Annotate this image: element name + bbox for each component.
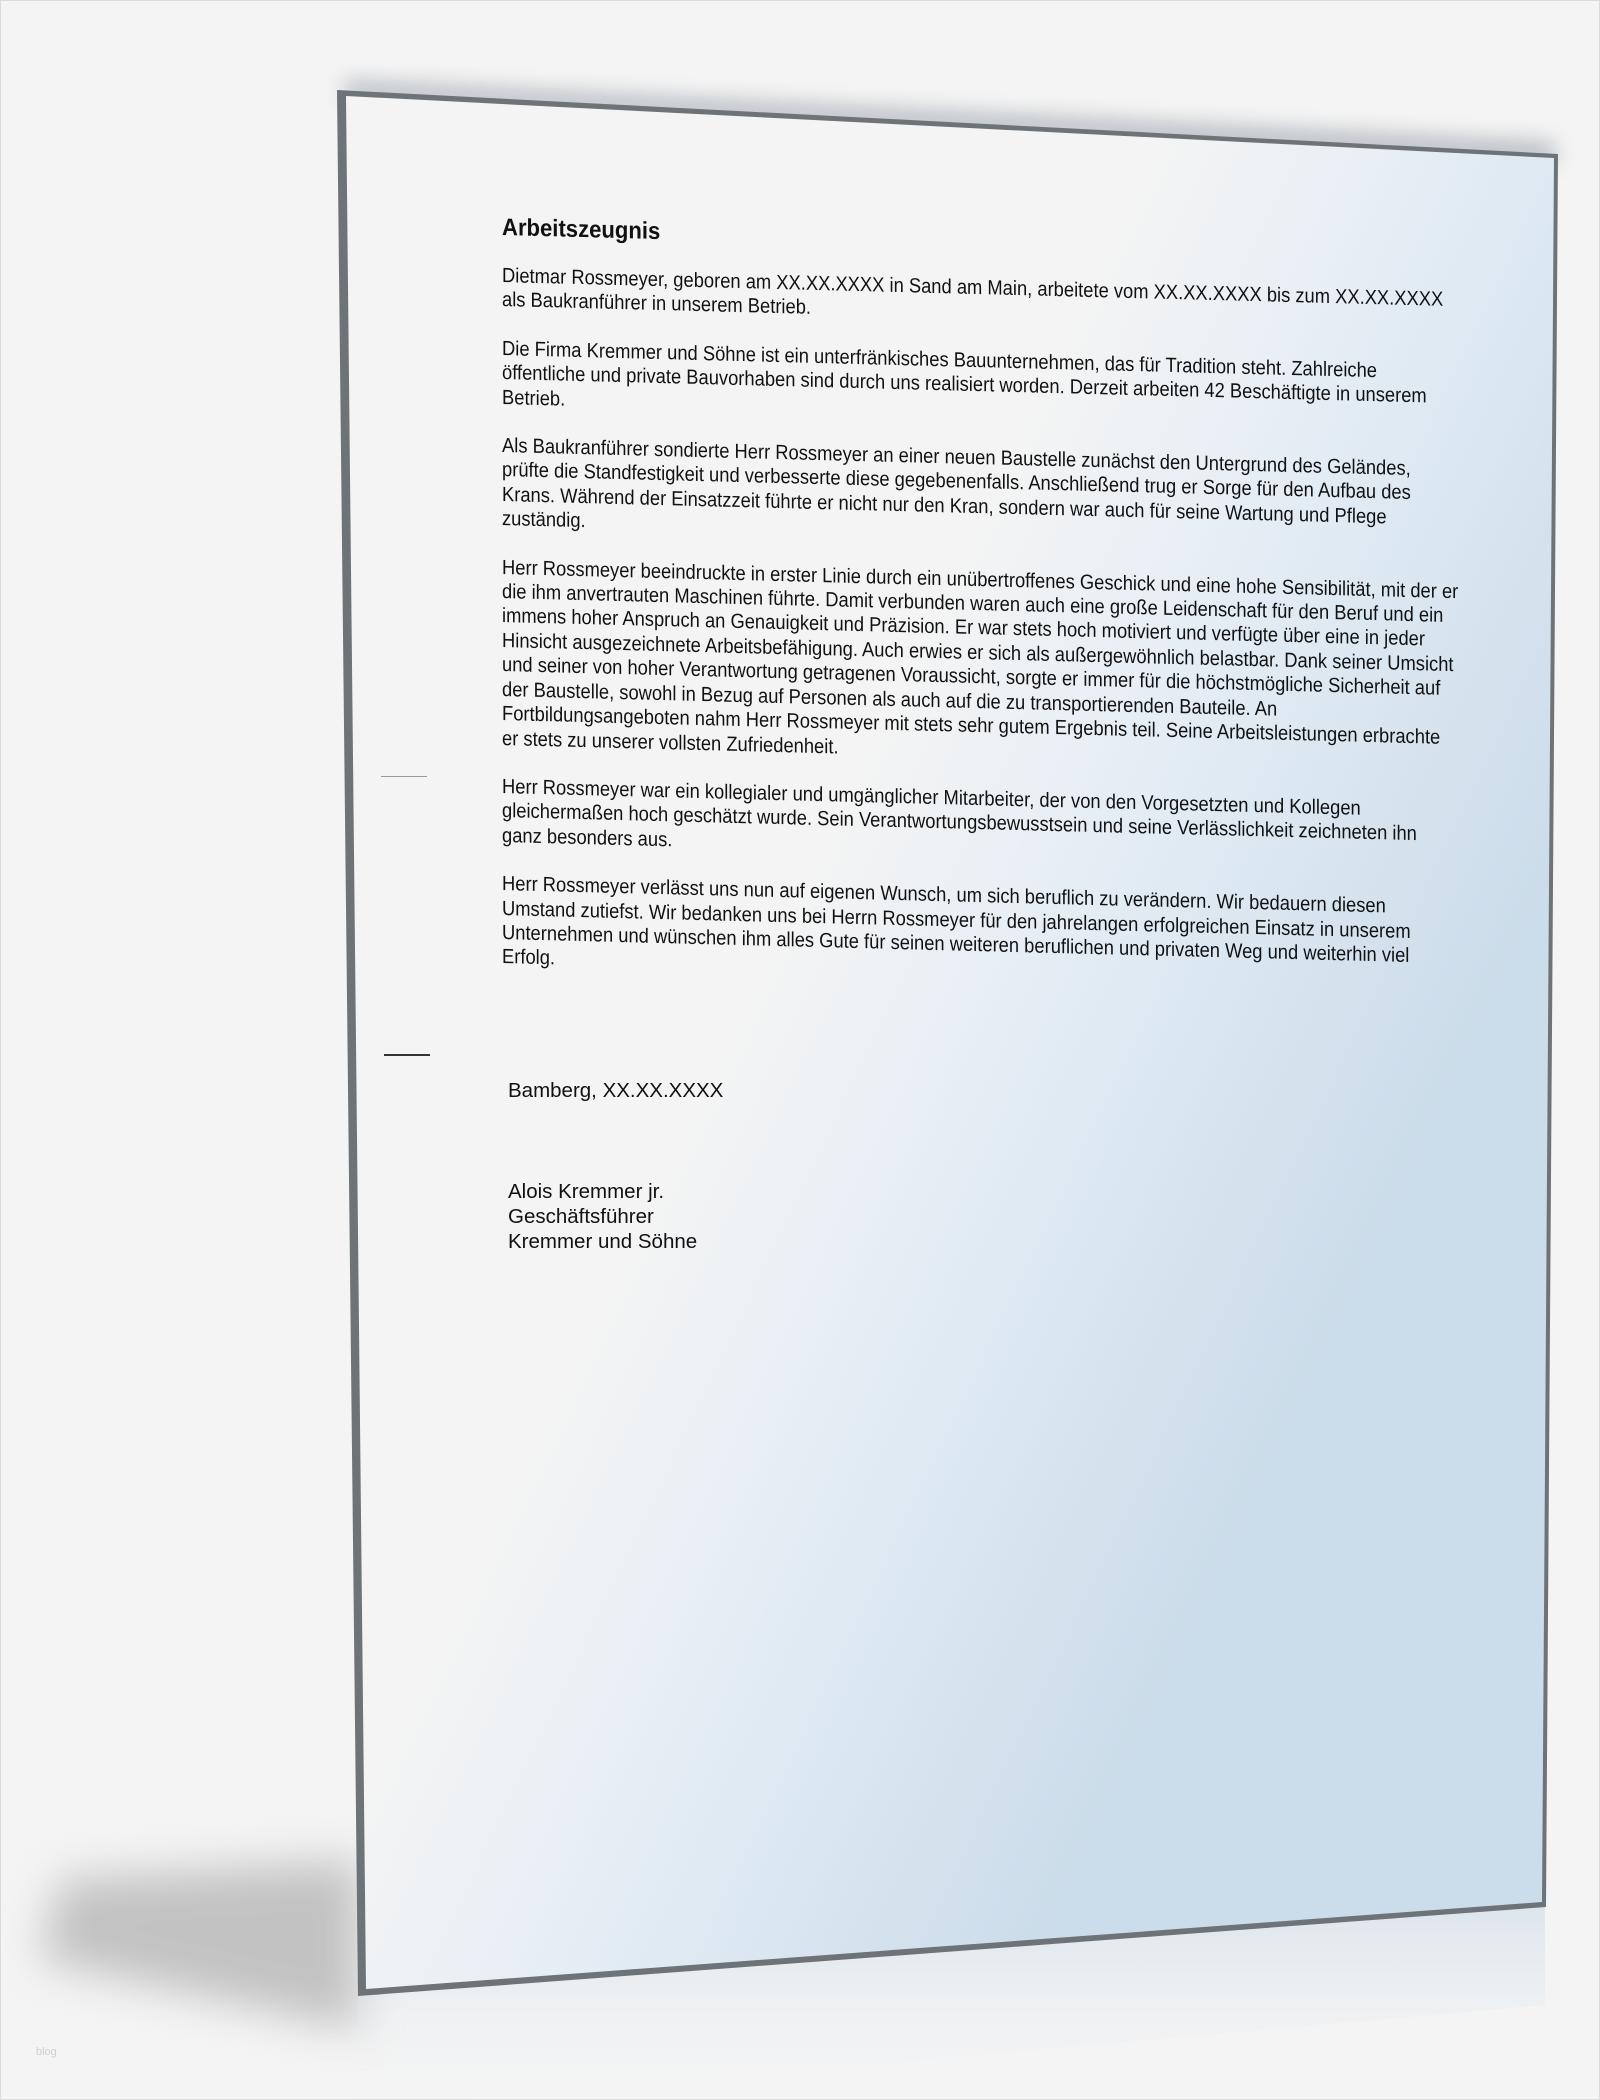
- paragraph-employment: Dietmar Rossmeyer, geboren am XX.XX.XXXX in Sand am Main, arbeitete vom XX.XX.XXXX bis zum XX.XX.XXXX als Baukranführer in unserem Betrieb.: [502, 264, 1444, 320]
- signatory-name: Alois Kremmer jr.: [508, 1180, 665, 1203]
- paragraph-closing: Herr Rossmeyer verlässt uns nun auf eigenen Wunsch, um sich beruflich zu verändern. Wir bedauern diesen Umstand zutiefst. Wir bedanken uns bei Herrn Rossmeyer für den jahrelangen erfolgreichen Einsatz in unserem Unternehmen und wünschen ihm alles Gute für seinen weiteren beruflichen und privaten Weg und weiterhin viel Erfolg.: [502, 872, 1411, 970]
- paragraph-conduct: Herr Rossmeyer war ein kollegialer und umgänglicher Mitarbeiter, der von den Vorgesetzten und Kollegen gleichermaßen hoch geschätzt wurde. Sein Verantwortungsbewusstsein und seine Verlässlichkeit zeichneten ihn ganz besonders aus.: [502, 774, 1417, 852]
- document-body: [502, 214, 1462, 1018]
- paragraph-duties: Als Baukranführer sondierte Herr Rossmeyer an einer neuen Baustelle zunächst den Untergrund des Geländes, prüfte die Standfestigkeit und verbesserte diese gegebenenfalls. Anschließend trug er Sorge für den Aufbau des Krans. Während der Einsatzzeit führte er nicht nur den Kran, sondern war auch für seine Wartung und Pflege zuständig.: [502, 434, 1411, 533]
- fold-mark-lower: [384, 1054, 430, 1056]
- signatory-company: Kremmer und Söhne: [508, 1230, 698, 1253]
- fold-mark-upper: [381, 776, 427, 777]
- signature-block: [508, 1078, 723, 1254]
- signatory-role: Geschäftsführer: [508, 1205, 654, 1228]
- place-date: Bamberg, XX.XX.XXXX: [508, 1079, 724, 1102]
- watermark: blog: [36, 2046, 57, 2058]
- paragraph-company: Die Firma Kremmer und Söhne ist ein unterfränkisches Bauunternehmen, das für Tradition steht. Zahlreiche öffentliche und private Bauvorhaben sind durch uns realisiert worden. Derzeit arbeiten 42 Beschäftigte in unserem Betrieb.: [502, 336, 1427, 411]
- paragraph-performance: Herr Rossmeyer beeindruckte in erster Linie durch ein unübertroffenes Geschick und eine hohe Sensibilität, mit der er die ihm anvertrauten Maschinen führte. Damit verbunden waren auch eine große Leidenschaft für den Beruf und ein immens hoher Anspruch an Genauigkeit und Präzision. Er war stets hoch motiviert und verfügte über eine in jeder Hinsicht ausgezeichnete Arbeitsbefähigung. Auch erwies er sich als außergewöhnlich belastbar. Dank seiner Umsicht und seiner von hoher Verantwortung getragenen Voraussicht, sorgte er immer für die höchstmögliche Sicherheit auf der Baustelle, sowohl in Bezug auf Personen als auch auf die zu transportierenden Bauteile. An Fortbildungsangeboten nahm Herr Rossmeyer mit stets sehr gutem Ergebnis teil. Seine Arbeitsleistungen erbrachte er stets zu unserer vollsten Zufriedenheit.: [502, 555, 1459, 759]
- page-floor-shadow: [40, 1860, 360, 2030]
- document-title: Arbeitszeugnis: [502, 214, 661, 246]
